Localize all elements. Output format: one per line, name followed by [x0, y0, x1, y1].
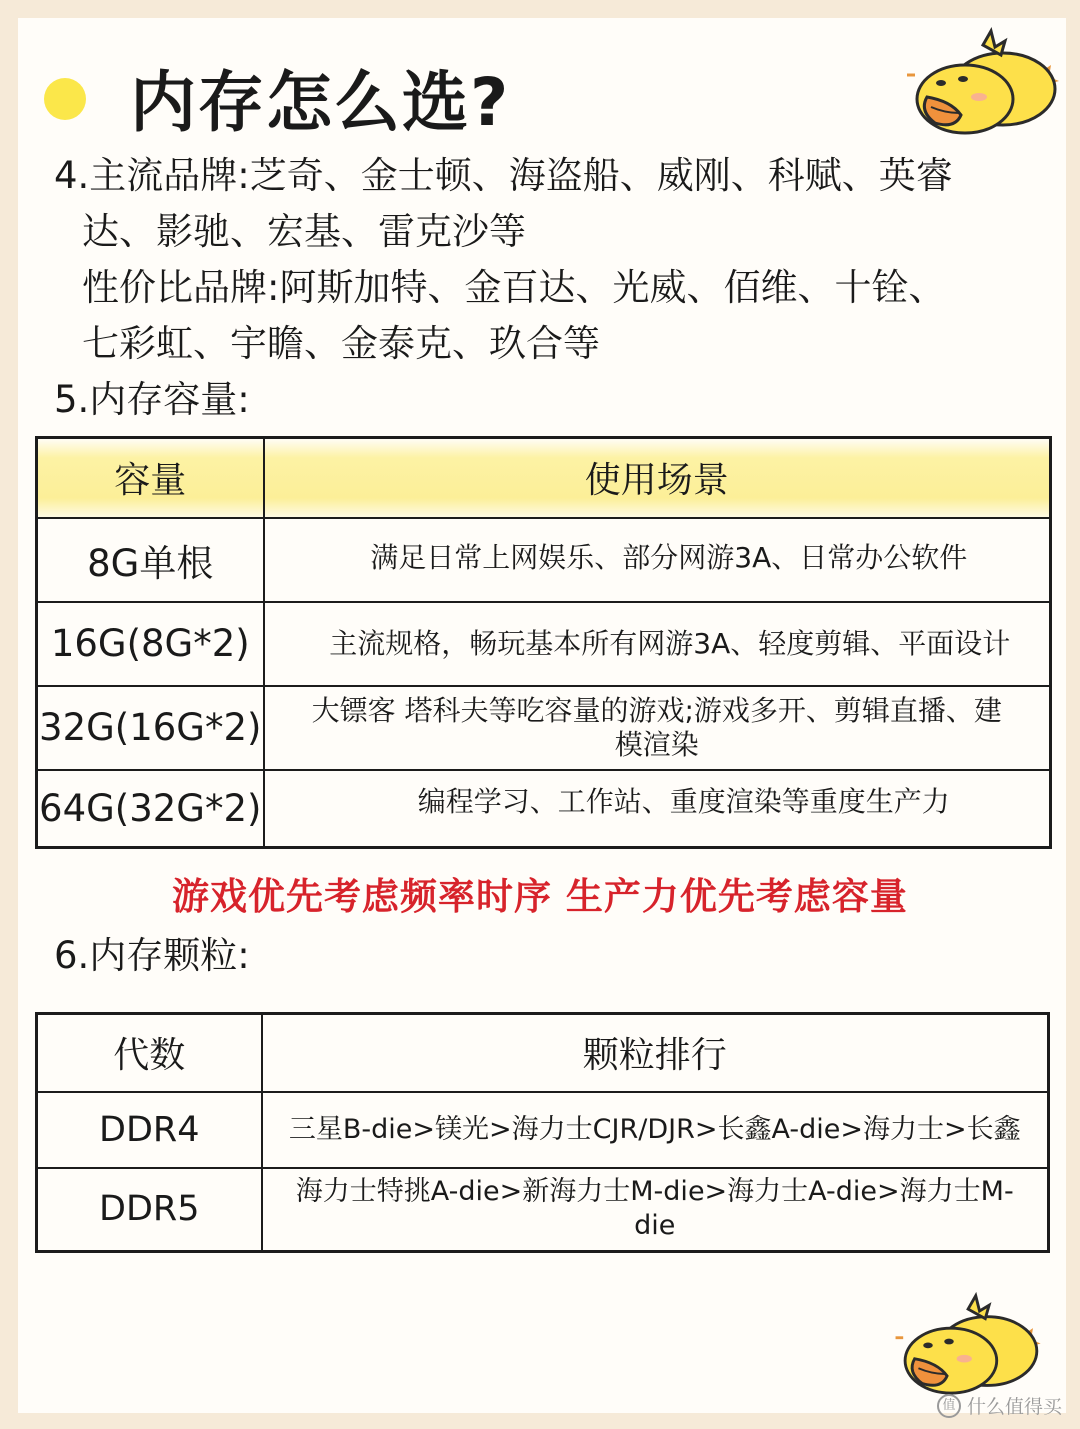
mainstream-brands-line1: 4.主流品牌:芝奇、金士顿、海盗船、威刚、科赋、英睿: [54, 154, 953, 197]
capacity-cell: 64G(32G*2): [37, 770, 264, 848]
capacity-cell: 32G(16G*2): [37, 686, 264, 770]
watermark-text: 什么值得买: [966, 1396, 1062, 1418]
rank-cell: [262, 1168, 1049, 1252]
usage-cell: 编程学习、工作站、重度渲染等重度生产力: [264, 770, 1051, 848]
chip-heading: 6.内存颗粒:: [54, 934, 250, 977]
gen-cell: DDR4: [37, 1092, 262, 1168]
capacity-table: [35, 436, 1052, 849]
usage-text-line1: 大镖客 塔科夫等吃容量的游戏;游戏多开、剪辑直播、建: [311, 693, 1002, 727]
rank-text-line2: die: [634, 1210, 676, 1242]
value-brands-line2: 七彩虹、宇瞻、金泰克、玖合等: [82, 322, 600, 365]
capacity-heading: 5.内存容量:: [54, 378, 250, 421]
capacity-cell: 16G(8G*2): [37, 602, 264, 686]
table-row: [37, 1168, 1049, 1252]
capacity-table-header: [37, 438, 1051, 518]
table-row: [37, 686, 1051, 770]
table-row: [37, 770, 1051, 848]
rank-cell: 三星B-die>镁光>海力士CJR/DJR>长鑫A-die>海力士>长鑫: [262, 1092, 1049, 1168]
table-row: [37, 1092, 1049, 1168]
watermark: [937, 1392, 1062, 1419]
gen-header-cell: 代数: [37, 1014, 262, 1092]
chip-table-header: [37, 1014, 1049, 1092]
capacity-cell: 8G单根: [37, 518, 264, 602]
usage-cell: [264, 686, 1051, 770]
usage-cell: 满足日常上网娱乐、部分网游3A、日常办公软件: [264, 518, 1051, 602]
watermark-icon: 值: [937, 1394, 961, 1418]
usage-header-cell: 使用场景: [264, 438, 1051, 518]
usage-cell: 主流规格，畅玩基本所有网游3A、轻度剪辑、平面设计: [264, 602, 1051, 686]
table-row: [37, 602, 1051, 686]
tip-note: 游戏优先考虑频率时序 生产力优先考虑容量: [172, 875, 908, 918]
rank-header-cell: 颗粒排行: [262, 1014, 1049, 1092]
capacity-header-cell: 容量: [37, 438, 264, 518]
table-row: [37, 518, 1051, 602]
value-brands-line1: 性价比品牌:阿斯加特、金百达、光威、佰维、十铨、: [82, 266, 946, 309]
page-title: 内存怎么选?: [130, 64, 511, 141]
usage-text-line2: 模渲染: [614, 727, 699, 761]
chip-table: [35, 1012, 1050, 1253]
mainstream-brands-line2: 达、影驰、宏基、雷克沙等: [82, 210, 526, 253]
duck-icon: [890, 1290, 1050, 1395]
yellow-dot-icon: [44, 78, 86, 120]
gen-cell: DDR5: [37, 1168, 262, 1252]
duck-icon: [905, 25, 1065, 135]
rank-text-line1: 海力士特挑A-die>新海力士M-die>海力士A-die>海力士M-: [295, 1176, 1014, 1208]
